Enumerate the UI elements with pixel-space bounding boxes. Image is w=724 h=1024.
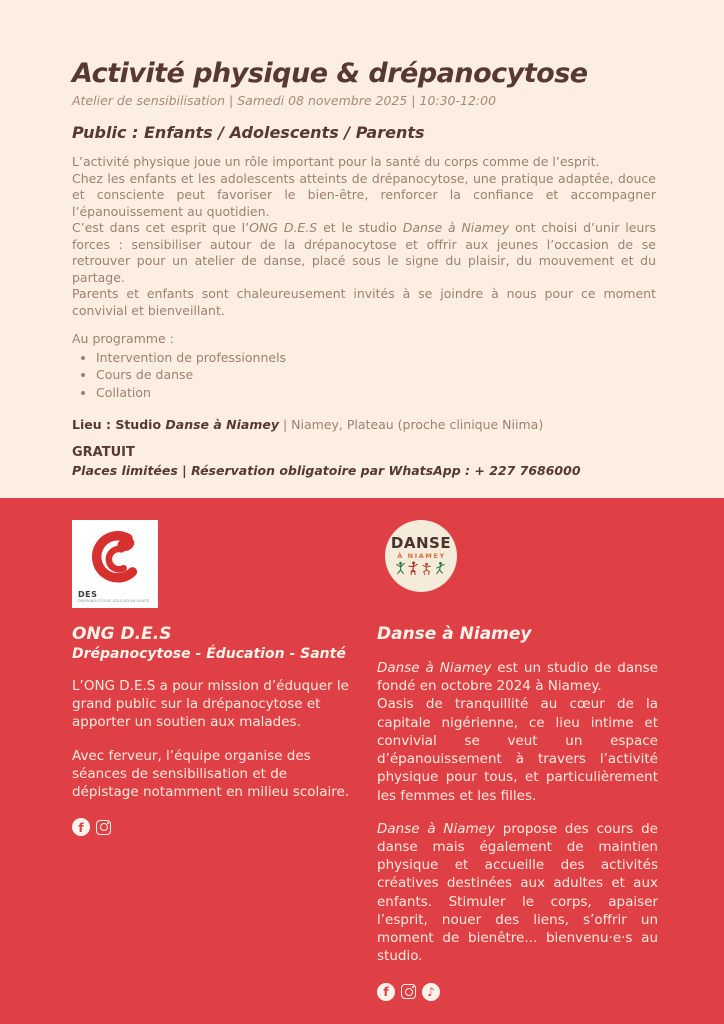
program-section — [72, 331, 656, 401]
intro-paragraph-2: Chez les enfants et les adolescents atteints de drépanocytose, une pratique adaptée, douce et consciente peut favoriser le bien-être, renforcer la confiance et accompagner l’épanouissement au quotidien. — [72, 170, 656, 219]
facebook-icon[interactable]: f — [377, 983, 395, 1001]
ong-logo-tagline: DRÉPANOCYTOSE-ÉDUCATION-SANTÉ — [78, 599, 150, 604]
program-list — [72, 350, 656, 402]
partner-studio-column — [377, 520, 658, 1024]
tiktok-icon[interactable]: ♪ — [422, 983, 440, 1001]
free-label: GRATUIT — [72, 445, 135, 461]
event-info-section — [0, 0, 724, 498]
page-title: Activité physique & drépanocytose — [72, 58, 588, 89]
ong-paragraph-1: L’ONG D.E.S a pour mission d’éduquer le grand public sur la drépanocytose et apporter un soutien aux malades. — [72, 678, 349, 731]
partner-ong-column — [72, 520, 353, 1024]
blood-cell-figure-icon — [86, 525, 144, 591]
dancers-icon — [395, 560, 447, 576]
studio-social-links — [377, 983, 658, 1001]
ong-logo-wordmark: DES — [78, 590, 98, 600]
facebook-icon[interactable]: f — [72, 818, 90, 836]
instagram-icon[interactable] — [401, 984, 416, 999]
ong-paragraph-2: Avec ferveur, l’équipe organise des séances de sensibilisation et de dépistage notamment en milieu scolaire. — [72, 747, 350, 801]
ong-logo-area — [72, 520, 353, 624]
ong-subtitle: Drépanocytose - Éducation - Santé — [72, 646, 346, 662]
intro-paragraph-4: Parents et enfants sont chaleureusement invités à se joindre à nous pour ce moment convivial et bienveillant. — [72, 286, 656, 318]
danse-a-niamey-logo — [385, 520, 457, 592]
studio-paragraph-3: Danse à Niamey propose des cours de danse mais également de maintien physique et accueille des activités créatives destinées aux adultes et aux enfants. Stimuler le corps, apaiser l’esprit, nouer des liens, s’offrir un moment de bienêtre... bienvenu·e·s au studio. — [377, 820, 658, 965]
studio-logo-wordmark: DANSE — [390, 533, 452, 552]
program-item: • Intervention de professionnels — [96, 350, 656, 367]
studio-name: Danse à Niamey — [377, 624, 532, 644]
ong-name: ONG D.E.S — [72, 624, 172, 644]
reservation-line: Places limitées | Réservation obligatoire par WhatsApp : + 227 7686000 — [72, 463, 581, 479]
intro-paragraph-1: L’activité physique joue un rôle important pour la santé du corps comme de l’esprit. — [72, 154, 600, 170]
program-item: • Cours de danse — [96, 367, 656, 384]
program-item: • Collation — [96, 385, 656, 402]
studio-paragraph-2: Oasis de tranquillité au cœur de la capitale nigérienne, ce lieu intime et convivial se veut un espace d’épanouissement à travers l’activité physique pour tous, et particulièrement les femmes et les filles. — [377, 696, 658, 804]
studio-logo-area — [377, 520, 658, 624]
audience-heading: Public : Enfants / Adolescents / Parents — [72, 123, 425, 143]
venue-line: Lieu : Studio Danse à Niamey | Niamey, Plateau (proche clinique Niima) — [72, 417, 544, 433]
ong-social-links — [72, 818, 353, 836]
ong-des-logo — [72, 520, 158, 608]
instagram-icon[interactable] — [96, 820, 111, 835]
intro-text — [72, 154, 656, 319]
partners-section — [0, 498, 724, 1024]
studio-paragraph-1: Danse à Niamey est un studio de danse fondé en octobre 2024 à Niamey. — [377, 660, 658, 695]
event-subtitle: Atelier de sensibilisation | Samedi 08 novembre 2025 | 10:30-12:00 — [72, 93, 497, 109]
intro-paragraph-3: C’est dans cet esprit que l’ONG D.E.S et le studio Danse à Niamey ont choisi d’unir leurs forces : sensibiliser autour de la drépanocytose et offrir aux jeunes l’occasion de se retrouver pour un atelier de danse, placé sous le signe du plaisir, du mouvement et du partage. — [72, 220, 657, 285]
studio-logo-subline: À NIAMEY — [397, 551, 446, 560]
program-heading: Au programme : — [72, 331, 174, 347]
